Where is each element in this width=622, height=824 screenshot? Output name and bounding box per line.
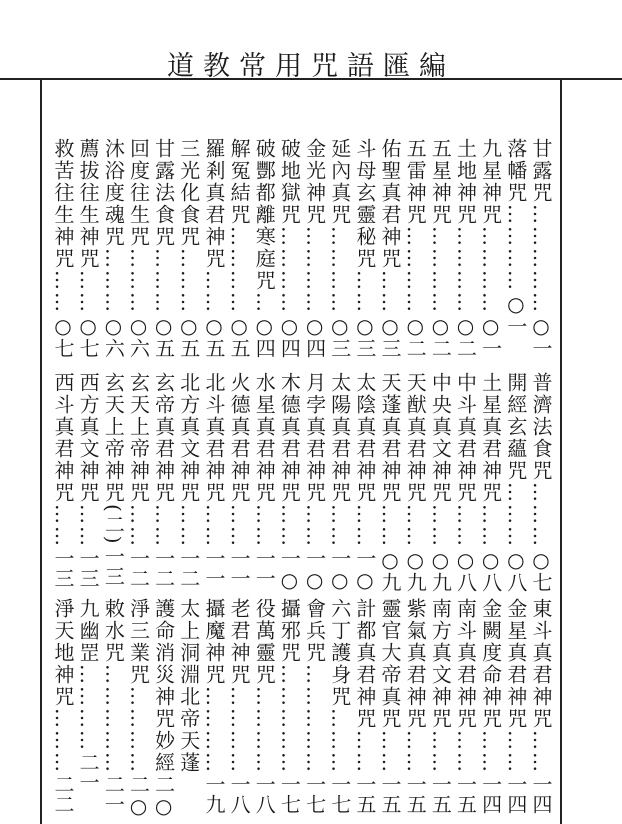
toc-band-upper bbox=[51, 138, 553, 358]
toc-entry-page-number: 二二 bbox=[51, 774, 75, 814]
toc-entry bbox=[403, 598, 428, 814]
toc-entry-title: 護命消災神咒妙經 bbox=[151, 598, 176, 774]
toc-entry bbox=[403, 138, 428, 358]
toc-entry bbox=[227, 372, 252, 588]
toc-entry-title: 玄天上帝神咒(二) bbox=[101, 372, 126, 546]
toc-entry-page-number: ○五 bbox=[176, 314, 201, 358]
toc-entry bbox=[453, 372, 478, 592]
toc-entry-title: 薦拔往生神咒…… bbox=[76, 138, 101, 314]
toc-entry bbox=[101, 598, 126, 814]
toc-entry-title: 土星真君神咒…… bbox=[478, 372, 503, 548]
toc-entry-title: 月孛真君神咒…… bbox=[302, 372, 327, 548]
toc-entry-page-number: 一八 bbox=[252, 774, 277, 814]
toc-entry-title: 玄天上帝神咒…… bbox=[126, 372, 151, 548]
toc-entry-title: 羅剎真君神咒…… bbox=[201, 138, 226, 314]
toc-entry-title: 計都真君神咒…… bbox=[352, 598, 377, 774]
toc-entry-page-number: 一一 bbox=[201, 548, 226, 588]
toc-entry bbox=[126, 372, 151, 588]
toc-entry-title: 東斗真君神咒…… bbox=[528, 598, 553, 774]
toc-entry-title: 五雷神咒………… bbox=[403, 138, 428, 314]
toc-entry-page-number: 一二 bbox=[151, 548, 176, 588]
toc-entry-page-number: 一○ bbox=[327, 548, 352, 592]
toc-entry-title: 敕水咒…………… bbox=[101, 598, 126, 774]
toc-entry bbox=[126, 598, 151, 818]
toc-band-lower bbox=[51, 598, 553, 818]
toc-entry-page-number: ○三 bbox=[378, 314, 403, 358]
toc-entry bbox=[126, 138, 151, 358]
toc-entry-page-number: ○七 bbox=[528, 548, 553, 592]
toc-entry bbox=[378, 138, 403, 358]
toc-entry-page-number: ○九 bbox=[403, 548, 428, 592]
page-title: 道教常用咒語匯編 bbox=[167, 51, 455, 82]
toc-entry bbox=[201, 138, 226, 358]
toc-entry bbox=[76, 372, 101, 588]
toc-entry bbox=[327, 138, 352, 358]
toc-entry-title: 佑聖真君神咒…… bbox=[378, 138, 403, 314]
toc-entry-page-number: ○九 bbox=[378, 548, 403, 592]
toc-entry bbox=[403, 372, 428, 592]
toc-entry bbox=[453, 598, 478, 814]
toc-entry bbox=[176, 138, 201, 358]
toc-entry-title: 甘露咒…………… bbox=[528, 138, 553, 314]
toc-entry-page-number: ○七 bbox=[51, 314, 75, 358]
toc-entry-title: 中央真文神咒…… bbox=[428, 372, 453, 548]
toc-entry-title: 九星神咒………… bbox=[478, 138, 503, 314]
toc-entry-title: 金光神咒………… bbox=[302, 138, 327, 314]
toc-entry bbox=[277, 138, 302, 358]
toc-entry-page-number: 一七 bbox=[327, 774, 352, 814]
toc-entry-title: 西斗真君神咒…… bbox=[51, 372, 75, 548]
toc-entry-title: 普濟法食咒……… bbox=[528, 372, 553, 548]
toc-entry bbox=[478, 138, 503, 358]
toc-entry-title: 金闕度命神咒…… bbox=[478, 598, 503, 774]
left-frame-line bbox=[40, 78, 42, 824]
toc-entry bbox=[201, 372, 226, 588]
toc-entry-page-number: ○六 bbox=[126, 314, 151, 358]
toc-entry bbox=[252, 598, 277, 814]
toc-entry-title: 南方真文神咒…… bbox=[428, 598, 453, 774]
toc-entry-page-number: 二○ bbox=[126, 774, 151, 818]
toc-entry bbox=[151, 372, 176, 588]
toc-entry-title: 靈官大帝真咒…… bbox=[378, 598, 403, 774]
toc-entry-title: 九幽罡………… bbox=[76, 598, 101, 752]
toc-entry bbox=[76, 138, 101, 358]
toc-entry-page-number: 一七 bbox=[277, 774, 302, 814]
toc-entry-title: 紫氣真君神咒…… bbox=[403, 598, 428, 774]
toc-entry bbox=[227, 598, 252, 814]
toc-entry-title: 破酆都離寒庭咒… bbox=[252, 138, 277, 314]
toc-entry-page-number: ○八 bbox=[453, 548, 478, 592]
toc-entry-page-number: 一○ bbox=[302, 548, 327, 592]
toc-entry bbox=[151, 138, 176, 358]
toc-entry-title: 西方真文神咒…… bbox=[76, 372, 101, 548]
toc-entry-page-number: ○四 bbox=[252, 314, 277, 358]
toc-entry-title: 北斗真君神咒…… bbox=[201, 372, 226, 548]
toc-entry-title: 五星神咒………… bbox=[428, 138, 453, 314]
toc-entry bbox=[503, 598, 528, 814]
toc-entry-page-number: 二一 bbox=[101, 774, 126, 814]
toc-entry bbox=[378, 372, 403, 592]
toc-entry-page-number: 二○ bbox=[151, 774, 176, 818]
toc-entry bbox=[528, 138, 553, 358]
toc-entry-title: 天蓬真君神咒…… bbox=[378, 372, 403, 548]
toc-entry-title: 淨天地神咒……… bbox=[51, 598, 75, 774]
toc-entry bbox=[428, 372, 453, 592]
toc-entry-page-number: ○五 bbox=[201, 314, 226, 358]
toc-entry-page-number: 一五 bbox=[428, 774, 453, 814]
toc-entry-title: 中斗真君神咒…… bbox=[453, 372, 478, 548]
toc-entry bbox=[428, 138, 453, 358]
toc-entry bbox=[528, 598, 553, 814]
toc-entry-title: 延內真咒………… bbox=[327, 138, 352, 314]
toc-entry-page-number: 一○ bbox=[352, 548, 377, 592]
toc-entry-title: 會兵咒…………… bbox=[302, 598, 327, 774]
toc-entry-page-number: 一二 bbox=[176, 548, 201, 588]
toc-entry-title: 金星真君神咒…… bbox=[503, 598, 528, 774]
toc-entry bbox=[51, 372, 75, 588]
toc-entry-page-number: 一三 bbox=[101, 545, 126, 586]
toc-entry-page-number: ○一 bbox=[528, 314, 553, 358]
toc-entry bbox=[252, 372, 277, 588]
toc-entry bbox=[478, 372, 503, 592]
toc-entry-title: 斗母玄靈秘咒…… bbox=[352, 138, 377, 314]
toc-entry-title: 木德真君神咒…… bbox=[277, 372, 302, 548]
toc-entry bbox=[505, 138, 527, 334]
toc-entry-page-number: 一四 bbox=[478, 774, 503, 814]
toc-entry bbox=[478, 598, 503, 814]
header-rule bbox=[0, 78, 622, 80]
toc-entry bbox=[453, 138, 478, 358]
toc-entry-title: 太上洞淵北帝天蓬 bbox=[176, 598, 201, 774]
toc-entry-title: 開經玄蘊咒……… bbox=[503, 372, 528, 548]
toc-entry-page-number: ○三 bbox=[327, 314, 352, 358]
toc-entry-page-number: 一五 bbox=[352, 774, 377, 814]
toc-entry-page-number: 一五 bbox=[453, 774, 478, 814]
toc-entry-page-number: 一四 bbox=[503, 774, 528, 814]
toc-entry-page-number: ○九 bbox=[428, 548, 453, 592]
toc-entry bbox=[352, 598, 377, 814]
toc-entry bbox=[302, 598, 327, 814]
toc-entry-title: 解冤結咒………… bbox=[227, 138, 252, 314]
toc-entry-page-number: ○四 bbox=[277, 314, 302, 358]
toc-entry-title: 太陽真君神咒…… bbox=[327, 372, 352, 548]
toc-entry-page-number: 一八 bbox=[227, 774, 252, 814]
toc-entry-title: 回度往生咒……… bbox=[126, 138, 151, 314]
toc-entry-title: 天猷真君神咒…… bbox=[403, 372, 428, 548]
toc-entry-page-number: 一五 bbox=[403, 774, 428, 814]
toc-entry-title: 破地獄咒………… bbox=[277, 138, 302, 314]
toc-entry-page-number: ○四 bbox=[302, 314, 327, 358]
toc-entry bbox=[327, 598, 352, 814]
toc-entry-page-number: ○二 bbox=[403, 314, 428, 358]
toc-entry-title: 六丁護身咒……… bbox=[327, 598, 352, 774]
toc-entry-page-number: 一五 bbox=[378, 774, 403, 814]
toc-entry-page-number: 一二 bbox=[126, 548, 151, 588]
toc-entry bbox=[352, 372, 377, 592]
toc-entry-title: 落幡咒………… bbox=[503, 138, 528, 292]
toc-entry bbox=[327, 372, 352, 592]
toc-entry-page-number: ○三 bbox=[352, 314, 377, 358]
toc-entry-title: 土地神咒………… bbox=[453, 138, 478, 314]
toc-entry bbox=[227, 138, 252, 358]
toc-entry-title: 役萬靈咒………… bbox=[252, 598, 277, 774]
toc-entry-title: 老君神咒………… bbox=[227, 598, 252, 774]
toc-entry-page-number: ○五 bbox=[227, 314, 252, 358]
toc-entry bbox=[378, 598, 403, 814]
toc-entry-page-number: 一○ bbox=[277, 548, 302, 592]
toc-entry-page-number: ○二 bbox=[453, 314, 478, 358]
toc-entry-page-number: 一一 bbox=[252, 548, 277, 588]
toc-entry bbox=[528, 372, 553, 592]
toc-entry bbox=[201, 598, 226, 814]
toc-entry-page-number: 一九 bbox=[201, 774, 226, 814]
toc-entry bbox=[503, 372, 528, 592]
toc-entry bbox=[76, 598, 101, 792]
toc-entry bbox=[302, 138, 327, 358]
toc-entry-page-number: ○二 bbox=[428, 314, 453, 358]
toc-entry bbox=[51, 598, 75, 814]
toc-entry bbox=[252, 138, 277, 358]
toc-entry-title: 北方真文神咒…… bbox=[176, 372, 201, 548]
toc-entry-page-number: 一七 bbox=[302, 774, 327, 814]
toc-entry-page-number: ○五 bbox=[151, 314, 176, 358]
toc-entry-title: 淨三業咒………… bbox=[126, 598, 151, 774]
toc-band-middle bbox=[51, 372, 553, 592]
toc-entry-title: 三光化食咒……… bbox=[176, 138, 201, 314]
toc-entry bbox=[428, 598, 453, 814]
toc-entry-page-number: ○七 bbox=[76, 314, 101, 358]
toc-entry-title: 南斗真君神咒…… bbox=[453, 598, 478, 774]
toc-entry bbox=[101, 372, 126, 586]
toc-entry-page-number: 一四 bbox=[528, 774, 553, 814]
toc-entry-title: 水星真君神咒…… bbox=[252, 372, 277, 548]
toc-entry-page-number: 一三 bbox=[76, 548, 101, 588]
toc-entry bbox=[352, 138, 377, 358]
toc-entry-page-number: ○一 bbox=[478, 314, 503, 358]
toc-entry bbox=[277, 598, 302, 814]
toc-entry-title: 攝魔神咒………… bbox=[201, 598, 226, 774]
toc-entry bbox=[51, 138, 75, 358]
toc-entry-page-number: ○一 bbox=[503, 292, 528, 336]
toc-entry bbox=[302, 372, 327, 592]
toc-entry bbox=[277, 372, 302, 592]
toc-entry-page-number: ○六 bbox=[101, 314, 126, 358]
toc-entry-page-number: ○八 bbox=[478, 548, 503, 592]
toc-entry bbox=[151, 598, 176, 818]
toc-entry-title: 太陰真君神咒…… bbox=[352, 372, 377, 548]
toc-entry-title: 沐浴度魂咒……… bbox=[101, 138, 126, 314]
toc-entry-title: 玄帝真君神咒…… bbox=[151, 372, 176, 548]
toc-entry-page-number: 一三 bbox=[51, 548, 75, 588]
toc-entry-page-number: ○八 bbox=[503, 548, 528, 592]
toc-entry bbox=[176, 372, 201, 588]
toc-entry-title: 火德真君神咒…… bbox=[227, 372, 252, 548]
right-frame-line bbox=[560, 78, 562, 824]
toc-entry-title: 救苦往生神咒…… bbox=[51, 138, 75, 314]
toc-entry bbox=[178, 598, 200, 782]
toc-entry-page-number: 一一 bbox=[227, 548, 252, 588]
toc-entry-page-number: 二一 bbox=[76, 752, 101, 792]
toc-entry-title: 甘露法食咒……… bbox=[151, 138, 176, 314]
toc-entry-title: 攝邪咒…………… bbox=[277, 598, 302, 774]
toc-entry bbox=[101, 138, 126, 358]
